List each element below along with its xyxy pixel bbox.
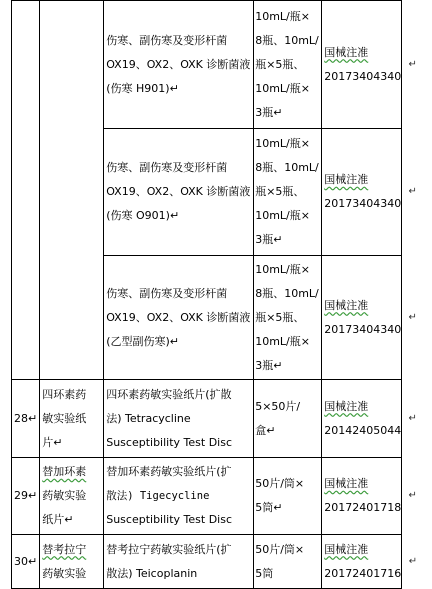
paragraph-mark: ↵ — [408, 311, 417, 323]
registration-number-line: 20142405044 — [324, 423, 402, 437]
product-name — [40, 458, 104, 535]
registration-number-line: 国械注准 — [324, 399, 369, 413]
product-description-line: (乙型副伤寒)↵ — [106, 334, 180, 348]
package-spec-line: 盒↵ — [255, 423, 276, 437]
registration-number — [322, 458, 402, 535]
product-description-line: Susceptibility Test Disc — [106, 513, 233, 526]
product-description — [104, 380, 254, 458]
product-description-line: 伤寒、副伤寒及变形杆菌 — [106, 286, 228, 300]
registration-number-line: 20173404340 — [324, 69, 402, 83]
product-description — [104, 256, 254, 380]
package-spec — [254, 380, 322, 458]
paragraph-mark: ↵ — [408, 412, 417, 424]
product-name-line: 纸片↵ — [42, 513, 74, 526]
row-number: 28↵ — [12, 380, 40, 458]
package-spec-line: 5×50片/ — [255, 399, 301, 413]
package-spec — [254, 256, 322, 380]
paragraph-mark: ↵ — [408, 58, 417, 70]
product-description — [104, 1, 254, 129]
registration-number — [322, 129, 402, 256]
product-name-line: 药敏实验 — [42, 566, 87, 580]
table-row — [12, 380, 422, 458]
product-name-line: 替考拉宁 — [42, 542, 87, 556]
product-description-line: (伤寒 H901)↵ — [106, 81, 179, 95]
product-name-line: 替加环素 — [42, 465, 87, 478]
product-description-line: 替考拉宁药敏实验纸片(扩 — [106, 542, 232, 556]
package-spec-line: 10mL/瓶× — [255, 334, 310, 348]
registration-number — [322, 535, 402, 589]
registration-number-line: 国械注准 — [324, 173, 369, 186]
registration-number-line: 国械注准 — [324, 45, 369, 59]
paragraph-mark: ↵ — [408, 490, 417, 501]
product-description-line: OX19、OX2、OXK 诊断菌液 — [106, 185, 251, 198]
product-description-line: (伤寒 O901)↵ — [106, 209, 180, 222]
registration-number — [322, 1, 402, 129]
package-spec — [254, 1, 322, 129]
product-description-line: 伤寒、副伤寒及变形杆菌 — [106, 161, 228, 174]
product-name — [40, 380, 104, 458]
product-description-line: 伤寒、副伤寒及变形杆菌 — [106, 33, 228, 47]
product-description-line: OX19、OX2、OXK 诊断菌液 — [106, 57, 251, 71]
package-spec-line: 5筒 — [255, 566, 274, 580]
row-number: 30↵ — [12, 535, 40, 589]
package-spec — [254, 129, 322, 256]
package-spec — [254, 535, 322, 589]
table-row — [12, 458, 422, 535]
registration-number-line: 国械注准 — [324, 542, 369, 556]
package-spec-line: 8瓶、10mL/ — [255, 286, 319, 300]
registration-number-line: 20173404340 — [324, 197, 402, 210]
package-spec-line: 瓶×5瓶、 — [255, 57, 305, 71]
package-spec-line: 10mL/瓶× — [255, 262, 310, 276]
paragraph-mark: ↵ — [408, 555, 418, 567]
package-spec-line: 50片/筒× — [255, 542, 305, 556]
package-spec-line: 3瓶↵ — [255, 233, 283, 246]
registration-number — [322, 380, 402, 458]
registration-number-line: 20172401718 — [324, 501, 402, 514]
table-row — [12, 535, 422, 589]
product-description — [104, 535, 254, 589]
product-name-line: 敏实验纸 — [42, 411, 87, 425]
registration-number-line: 国械注准 — [324, 298, 369, 312]
package-spec-line: 8瓶、10mL/ — [255, 161, 319, 174]
package-spec-line: 10mL/瓶× — [255, 9, 310, 23]
row-number — [12, 1, 40, 380]
package-spec-line: 10mL/瓶× — [255, 137, 310, 150]
package-spec-line: 10mL/瓶× — [255, 209, 310, 222]
product-description — [104, 129, 254, 256]
package-spec-line: 50片/筒× — [255, 477, 305, 490]
product-name-line: 四环素药 — [42, 387, 87, 401]
package-spec-line: 瓶×5瓶、 — [255, 310, 305, 324]
product-description-line: 法) Tetracycline — [106, 411, 191, 425]
product-description-line: 散法) Teicoplanin — [106, 566, 198, 580]
product-name — [40, 1, 104, 380]
product-name-line: 片↵ — [42, 435, 63, 449]
package-spec-line: 3瓶↵ — [255, 105, 283, 119]
product-description-line: 散法) Tigecycline — [106, 490, 210, 502]
product-description-line: 替加环素药敏实验纸片(扩 — [106, 465, 232, 478]
row-number: 29↵ — [12, 458, 40, 535]
registration-number-line: 20173404340 — [324, 322, 402, 336]
product-registration-table — [11, 0, 422, 589]
package-spec — [254, 458, 322, 535]
registration-number-line: 国械注准 — [324, 477, 369, 490]
package-spec-line: 瓶×5瓶、 — [255, 185, 305, 198]
paragraph-mark: ↵ — [408, 186, 417, 197]
package-spec-line: 10mL/瓶× — [255, 81, 310, 95]
registration-number — [322, 256, 402, 380]
product-description-line: Susceptibility Test Disc — [106, 435, 233, 449]
product-description-line: 四环素药敏实验纸片(扩散 — [106, 387, 232, 401]
package-spec-line: 3瓶↵ — [255, 358, 283, 372]
registration-number-line: 20172401716 — [324, 566, 402, 580]
product-name — [40, 535, 104, 589]
package-spec-line: 8瓶、10mL/ — [255, 33, 319, 47]
product-description-line: OX19、OX2、OXK 诊断菌液 — [106, 310, 251, 324]
table-row — [12, 1, 422, 129]
product-name-line: 药敏实验 — [42, 489, 87, 502]
product-description — [104, 458, 254, 535]
package-spec-line: 5筒↵ — [255, 501, 283, 514]
